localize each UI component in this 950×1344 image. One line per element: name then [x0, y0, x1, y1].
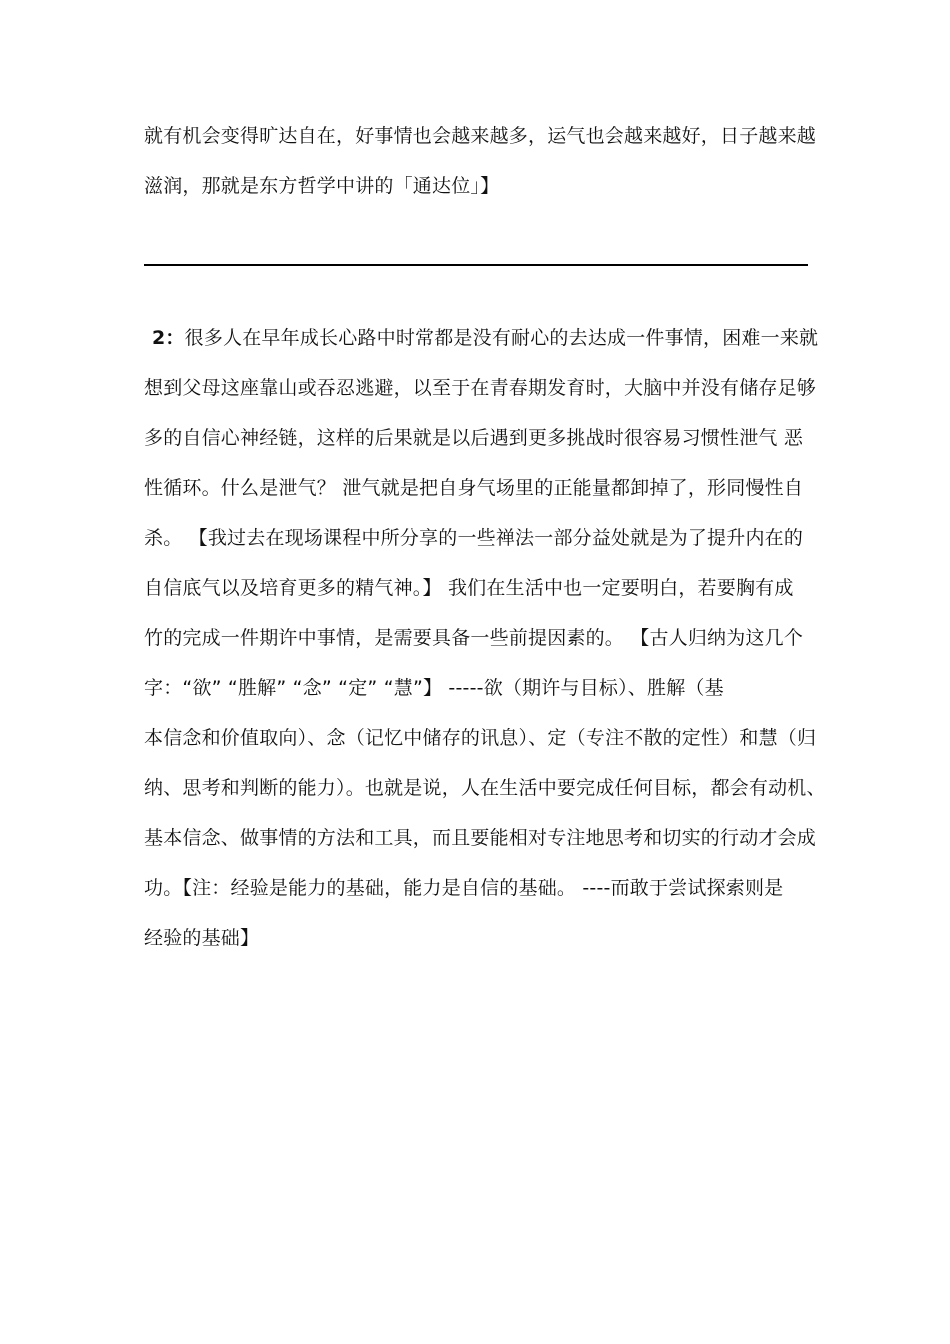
text-line: 就有机会变得旷达自在，好事情也会越来越多，运气也会越来越好，日子越来越	[144, 125, 817, 147]
paragraph-2	[144, 313, 826, 963]
paragraph-number: 2：	[152, 327, 185, 349]
text-line: 很多人在早年成长心路中时常都是没有耐心的去达成一件事情，困难一来就	[184, 327, 819, 349]
text-line-first	[144, 313, 819, 363]
text-line: 字：“欲” “胜解” “念” “定” “慧”】 -----欲（期许与目标）、胜解（基	[144, 677, 724, 699]
text-line: 竹的完成一件期许中事情，是需要具备一些前提因素的。 【古人归纳为这几个	[144, 627, 804, 649]
paragraph-continuation	[144, 111, 817, 211]
text-line: 多的自信心神经链，这样的后果就是以后遇到更多挑战时很容易习惯性泄气 恶	[144, 427, 804, 449]
text-line: 滋润，那就是东方哲学中讲的「通达位」】	[144, 175, 500, 197]
text-line: 功。【注：经验是能力的基础，能力是自信的基础。 ----而敢于尝试探索则是	[144, 877, 784, 899]
text-line: 性循环。什么是泄气？ 泄气就是把自身气场里的正能量都卸掉了，形同慢性自	[144, 477, 804, 499]
text-line: 自信底气以及培育更多的精气神。】 我们在生活中也一定要明白，若要胸有成	[144, 577, 794, 599]
text-line: 想到父母这座靠山或吞忍逃避，以至于在青春期发育时，大脑中并没有储存足够	[144, 377, 817, 399]
horizontal-divider	[144, 264, 808, 266]
text-line: 经验的基础】	[144, 927, 260, 949]
text-line: 纳、思考和判断的能力）。也就是说，人在生活中要完成任何目标，都会有动机、	[144, 777, 826, 799]
text-line: 杀。 【我过去在现场课程中所分享的一些禅法一部分益处就是为了提升内在的	[144, 527, 804, 549]
text-line: 本信念和价值取向）、念（记忆中储存的讯息）、定（专注不散的定性）和慧（归	[144, 727, 817, 749]
text-line: 基本信念、做事情的方法和工具，而且要能相对专注地思考和切实的行动才会成	[144, 827, 817, 849]
